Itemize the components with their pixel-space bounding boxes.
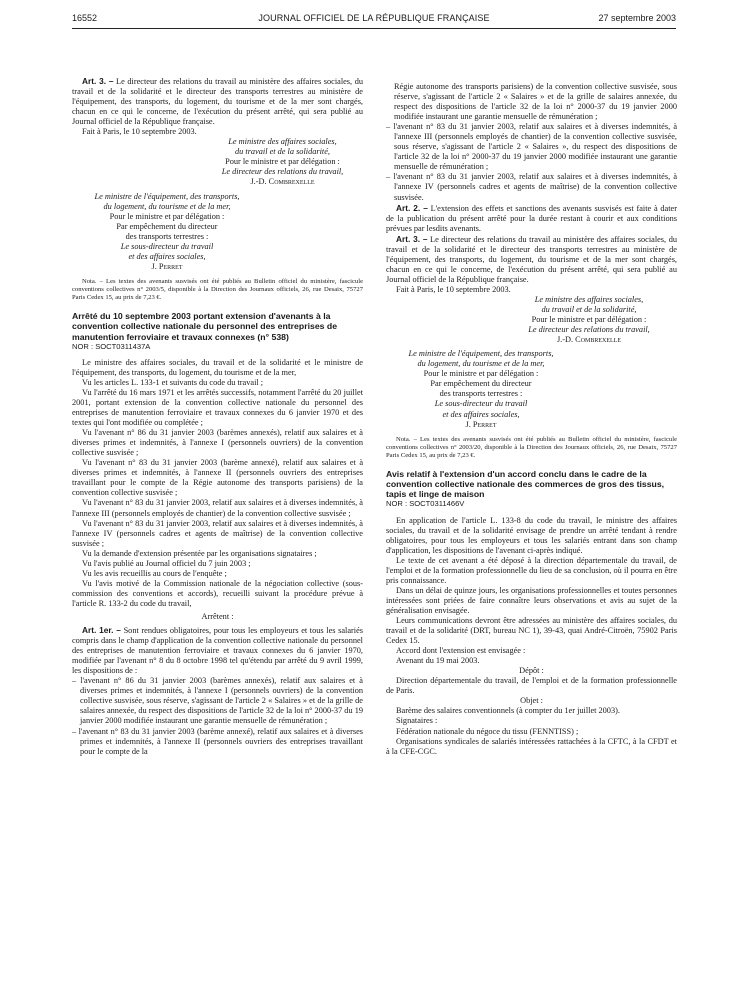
signature-line: Pour le ministre et par délégation : bbox=[423, 369, 539, 379]
signature-line: Pour le ministre et par délégation : bbox=[225, 157, 340, 167]
signatory-name: J.-D. Combrexelle bbox=[250, 177, 315, 187]
nota-note: Nota. – Les textes des avenants susvisés ont été publiés au Bulletin officiel du ministère, fascicule conventions collectives n° 2003/20, disponible à la Direction des Journaux officiels, 26, rue Desaix, 75727 Paris Cedex 15, au prix de 7,23 €. bbox=[386, 435, 677, 459]
article-1 bbox=[72, 625, 363, 676]
paragraph: Le texte de cet avenant a été déposé à la direction départementale du travail, de l'emploi et de la formation professionnelle du lieu de sa conclusion, où il pourra en être pris connaissance. bbox=[386, 555, 677, 585]
paragraph: Fédération nationale du négoce du tissu (FENNTISS) ; bbox=[396, 726, 579, 736]
arrete-title: Arrêté du 10 septembre 2003 portant extension d'avenants à la convention collective nationale du personnel des entreprises de manutention ferroviaire et travaux connexes (n° 538) bbox=[72, 311, 338, 342]
paragraph: Leurs communications devront être adressées au ministère des affaires sociales, du travail et de la solidarité (DRT, bureau NC 1), 39-43, quai André-Citroën, 75902 Paris Cedex 15. bbox=[386, 616, 677, 646]
signature-line: Par empêchement du directeur bbox=[116, 221, 218, 231]
list-item-continued: Régie autonome des transports parisiens) de la convention collective susvisée, sous réserve, s'agissant de l'article 2 « Salaires » et de la grille de salaires annexée, du respect des dispositions de l'article 32 de la loi n° 2000-37 du 19 janvier 2000 modifiée instaurant une garantie mensuelle de rémunération ; bbox=[394, 82, 677, 122]
paragraph: Vu la demande d'extension présentée par les organisations signataires ; bbox=[82, 548, 317, 558]
signature-line: Le directeur des relations du travail, bbox=[528, 325, 650, 335]
section-label: Objet : bbox=[520, 696, 543, 706]
article-label: Art. 3. – bbox=[82, 76, 114, 86]
paragraph: Avenant du 19 mai 2003. bbox=[396, 656, 480, 666]
paragraph: Vu l'arrêté du 16 mars 1971 et les arrêtés successifs, notamment l'arrêté du 20 juillet 2001, portant extension de la convention collective nationale du personnel des entreprises de manutention ferroviaire et travaux connexes du 6 janvier 1970 et des textes qui l'ont modifiée ou complétée ; bbox=[72, 387, 363, 428]
article-3 bbox=[72, 76, 363, 127]
paragraph: Vu l'avis publié au Journal officiel du 7 juin 2003 ; bbox=[82, 558, 251, 568]
paragraph: Direction départementale du travail, de l'emploi et de la formation professionnelle de Paris. bbox=[386, 676, 677, 696]
article-label: Art. 3. – bbox=[396, 233, 428, 244]
list-item: – l'avenant n° 83 du 31 janvier 2003, relatif aux salaires et à diverses indemnités, à l'annexe III (personnels employés de chantier) de la convention collective susvisée, sous réserve, s'agissant de l'article 2 « Salaires », du respect des dispositions de l'article 32 de la loi n° 2000-37 du 19 janvier 2000 modifiée instaurant une garantie mensuelle de rémunération ; bbox=[386, 122, 677, 172]
article-text: L'extension des effets et sanctions des avenants susvisés est faite à dater de la publication du présent arrêté pour la durée restant à courir et aux conditions prévues par lesdits avenants. bbox=[386, 203, 677, 233]
paragraph: Vu l'avenant n° 83 du 31 janvier 2003, relatif aux salaires et à diverses indemnités, à l'annexe IV (personnels cadres et agents de maîtrise) de la convention collective susvisée ; bbox=[72, 518, 363, 548]
header-rule bbox=[72, 28, 676, 29]
page-header bbox=[72, 13, 676, 27]
paragraph: Vu l'avis motivé de la Commission nationale de la négociation collective (sous-commission des conventions et accords), recueilli suivant la procédure prévue à l'article R. 133-2 du code du travail, bbox=[72, 578, 363, 608]
article-text: Sont rendues obligatoires, pour tous les employeurs et tous les salariés compris dans le champ d'application de la convention collective nationale du personnel des entreprises de manutention ferroviaire et travaux connexes du 6 janvier 1970, modifiée par l'avenant n° 8 du 8 octobre 1998 tel qu'étendu par arrêté du 9 avril 1999, les dispositions de : bbox=[72, 626, 363, 676]
signature-line: des transports terrestres : bbox=[125, 231, 209, 241]
paragraph: Barème des salaires conventionnels (à compter du 1er juillet 2003). bbox=[396, 706, 620, 716]
nor-reference: NOR : SOCT0311437A bbox=[72, 341, 151, 351]
signature-line: du logement, du tourisme et de la mer, bbox=[417, 359, 545, 369]
signature-line: des transports terrestres : bbox=[439, 389, 523, 399]
paragraph: Vu les articles L. 133-1 et suivants du code du travail ; bbox=[82, 377, 264, 387]
paragraph: Vu les avis recueillis au cours de l'enquête ; bbox=[82, 568, 227, 578]
list-item: – l'avenant n° 83 du 31 janvier 2003, relatif aux salaires et à diverses indemnités, à l'annexe IV (personnels cadres et agents de maîtrise) de la convention collective susvisée. bbox=[386, 172, 677, 202]
article-label: Art. 1er. – bbox=[82, 625, 121, 636]
fait-a-paris: Fait à Paris, le 10 septembre 2003. bbox=[82, 127, 197, 137]
signature-line: Le ministre des affaires sociales, bbox=[534, 294, 644, 304]
section-label: Dépôt : bbox=[519, 666, 544, 676]
fait-a-paris: Fait à Paris, le 10 septembre 2003. bbox=[396, 284, 511, 294]
signature-block-1 bbox=[501, 295, 677, 345]
article-text: Le directeur des relations du travail au ministère des affaires sociales, du travail et de la solidarité et le directeur des transports terrestres au ministère de l'équipement, des transports, du logement, du tourisme et de la mer sont chargés, chacun en ce qui le concerne, de l'exécution du présent arrêté, qui sera publié au Journal officiel de la République française. bbox=[386, 234, 677, 284]
paragraph: Vu l'avenant n° 83 du 31 janvier 2003 (barème annexé), relatif aux salaires et à diverses primes et indemnités, à l'annexe II (personnels ouvriers des entreprises travaillant pour le compte de la Régie autonome des transports parisiens) de la convention collective susvisée ; bbox=[72, 458, 363, 498]
paragraph: En application de l'article L. 133-8 du code du travail, le ministre des affaires sociales, du travail et de la solidarité envisage de prendre un arrêté tendant à rendre obligatoires, pour tous les employeurs et tous les salariés entrant dans son champ d'application, les dispositions de l'avenant ci-après indiqué. bbox=[386, 515, 677, 555]
signature-line: et des affaires sociales, bbox=[442, 409, 520, 419]
signatory-name: J. Perret bbox=[151, 261, 183, 271]
left-column bbox=[72, 76, 363, 757]
signature-line: du travail et de la solidarité, bbox=[541, 305, 637, 315]
spacer bbox=[386, 460, 677, 469]
signature-line: du logement, du tourisme et de la mer, bbox=[103, 201, 231, 211]
paragraph: Organisations syndicales de salariés intéressées rattachées à la CFTC, à la CFDT et à la CFE-CGC. bbox=[386, 736, 677, 756]
signature-line: Pour le ministre et par délégation : bbox=[531, 315, 647, 325]
paragraph: Accord dont l'extension est envisagée : bbox=[396, 646, 526, 656]
signature-line: Le ministre de l'équipement, des transports, bbox=[408, 349, 554, 359]
signature-line: Le sous-directeur du travail bbox=[434, 399, 528, 409]
nor-reference: NOR : SOCT0311466V bbox=[386, 499, 465, 509]
paragraph: Dans un délai de quinze jours, les organisations professionnelles et toutes personnes intéressées sont priées de faire connaître leurs observations et avis au sujet de la généralisation envisagée. bbox=[386, 585, 677, 615]
paragraph: Le ministre des affaires sociales, du travail et de la solidarité et le ministre de l'équipement, des transports, du logement, du tourisme et de la mer, bbox=[72, 357, 363, 377]
section-label: Signataires : bbox=[396, 716, 438, 726]
signature-line: et des affaires sociales, bbox=[128, 251, 206, 261]
paragraph: Vu l'avenant n° 83 du 31 janvier 2003, relatif aux salaires et à diverses indemnités, à l'annexe III (personnels employés de chantier) de la convention collective susvisée ; bbox=[72, 498, 363, 518]
signature-line: Le directeur des relations du travail, bbox=[221, 167, 344, 177]
signature-line: Par empêchement du directeur bbox=[430, 379, 532, 389]
right-column bbox=[386, 82, 677, 757]
list-item: – l'avenant n° 86 du 31 janvier 2003 (barèmes annexés), relatif aux salaires et à diverses primes et indemnités, à l'annexe I (personnels ouvriers) de la convention collective susvisée, sous réserve, s'agissant de l'article 2 « Salaires » et de la grille de salaires annexée, du respect des dispositions de l'article 32 de la loi n° 2000-37 du 19 janvier 2000 modifiée instaurant une garantie mensuelle de rémunération ; bbox=[72, 676, 363, 726]
article-2 bbox=[386, 203, 677, 234]
signature-line: Pour le ministre et par délégation : bbox=[109, 211, 225, 221]
signature-line: Le ministre des affaires sociales, bbox=[228, 137, 337, 147]
signatory-name: J.-D. Combrexelle bbox=[556, 335, 622, 345]
list-item: – l'avenant n° 83 du 31 janvier 2003 (barème annexé), relatif aux salaires et à diverses primes et indemnités, à l'annexe II (personnels ouvriers des entreprises travaillant pour le compte de la bbox=[72, 726, 363, 756]
signature-line: Le ministre de l'équipement, des transports, bbox=[94, 191, 240, 201]
article-label: Art. 2. – bbox=[396, 202, 428, 213]
paragraph: Vu l'avenant n° 86 du 31 janvier 2003 (barèmes annexés), relatif aux salaires et à diverses primes et indemnités, à l'annexe I (personnels ouvriers) de la convention collective susvisée ; bbox=[72, 428, 363, 458]
signature-block-2 bbox=[72, 192, 262, 272]
arretent-heading: Arrêtent : bbox=[201, 612, 234, 621]
signature-line: Le sous-directeur du travail bbox=[120, 241, 214, 251]
signature-block-1 bbox=[202, 137, 363, 187]
signatory-name: J. Perret bbox=[465, 419, 497, 429]
issue-date: 27 septembre 2003 bbox=[598, 13, 676, 23]
page-number: 16552 bbox=[72, 13, 98, 23]
signature-block-2 bbox=[386, 349, 576, 429]
article-text: Le directeur des relations du travail au ministère des affaires sociales, du travail et de la solidarité et le directeur des transports terrestres au ministère de l'équipement, des transports, du logement, du tourisme et de la mer sont chargés, chacun en ce qui le concerne, de l'exécution du présent arrêté, qui sera publié au Journal officiel de la République française. bbox=[72, 77, 363, 127]
article-3 bbox=[386, 234, 677, 285]
signature-line: du travail et de la solidarité, bbox=[235, 147, 330, 157]
avis-title: Avis relatif à l'extension d'un accord conclu dans le cadre de la convention collective nationale des commerces de gros des tissus, tapis et linge de maison bbox=[386, 468, 665, 500]
journal-title: JOURNAL OFFICIEL DE LA RÉPUBLIQUE FRANÇAISE bbox=[258, 13, 490, 23]
spacer bbox=[72, 302, 363, 311]
nota-note: Nota. – Les textes des avenants susvisés ont été publiés au Bulletin officiel du ministère, fascicule conventions collectives n° 2003/5, disponible à la Direction des Journaux officiels, 26, rue Desaix, 75727 Paris Cedex 15, au prix de 7,23 €. bbox=[72, 277, 363, 302]
